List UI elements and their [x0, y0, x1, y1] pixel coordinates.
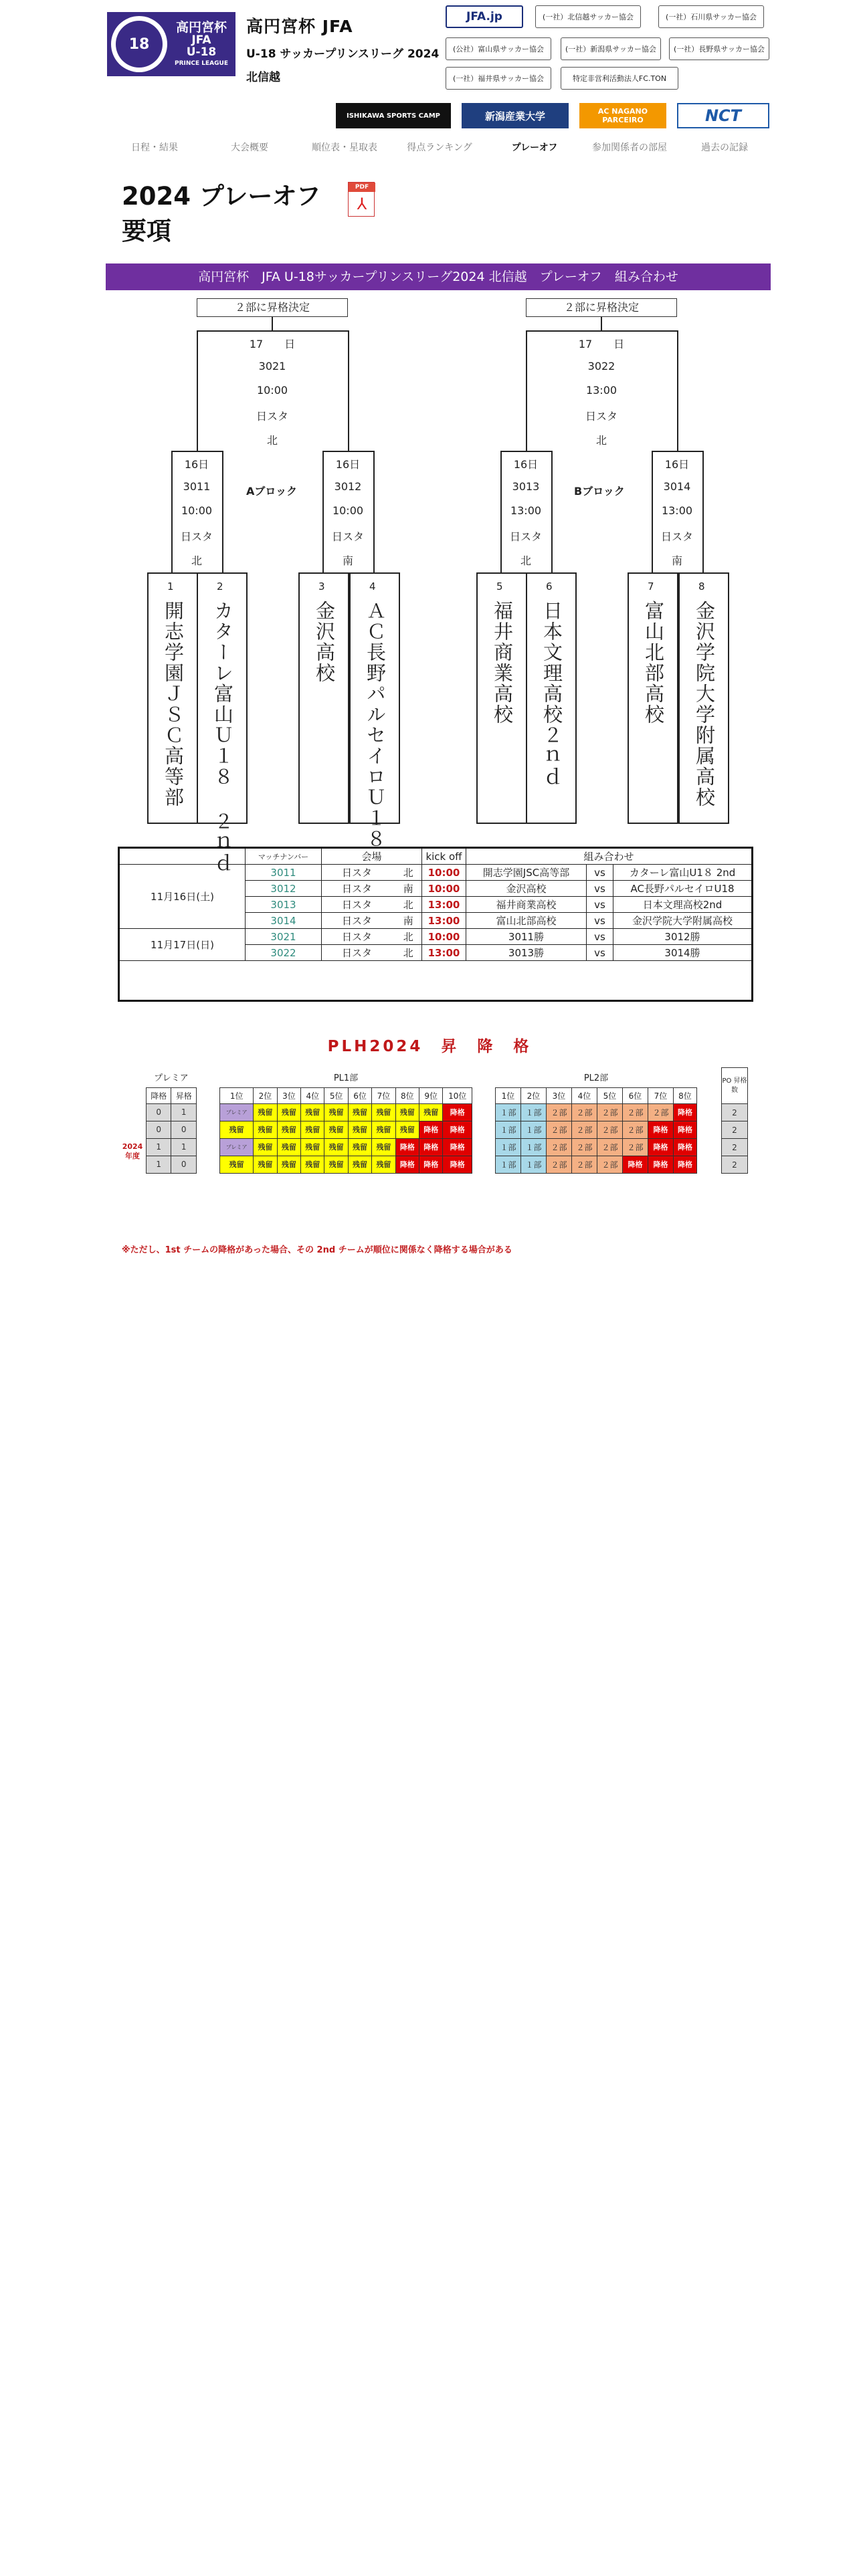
status-cell: ２部 [572, 1103, 597, 1121]
table-row [496, 1156, 697, 1173]
nav-participants[interactable]: 参加関係者の部屋 [592, 142, 667, 153]
status-cell: ２部 [572, 1138, 597, 1156]
final-0-date: 17 日 [249, 338, 296, 350]
status-cell: 残留 [348, 1138, 371, 1156]
semi-0-0-date: 16日 [184, 458, 209, 471]
status-cell: 1 [147, 1156, 171, 1173]
status-cell: ２部 [623, 1138, 648, 1156]
venue: 日スタ [322, 945, 395, 961]
status-cell: 残留 [395, 1121, 419, 1138]
site-title-line-1: 高円宮杯 JFA [246, 17, 353, 36]
home-team: 開志学園JSC高等部 [466, 865, 587, 881]
status-cell: １部 [521, 1156, 547, 1173]
status-cell: 降格 [674, 1121, 697, 1138]
team-number: 2 [217, 580, 223, 593]
rank-header: 4位 [572, 1087, 597, 1103]
status-cell: 降格 [623, 1156, 648, 1173]
table-row [220, 1138, 472, 1156]
assoc-link-fukui[interactable]: (一社）福井県サッカー協会 [446, 67, 551, 90]
team-name: 日本文理高校２ｎｄ [541, 601, 563, 787]
semi-1-0-time: 13:00 [510, 504, 542, 517]
venue: 日スタ [322, 913, 395, 929]
status-cell: ２部 [572, 1156, 597, 1173]
final-0-pitch: 北 [266, 434, 278, 447]
status-cell: 降格 [674, 1138, 697, 1156]
final-1-date: 17 日 [578, 338, 625, 350]
home-team: 3011勝 [466, 929, 587, 945]
logo-line-2: JFA [191, 33, 211, 47]
away-team: 3012勝 [613, 929, 752, 945]
semi-1-1-time: 13:00 [661, 504, 693, 517]
bracket-line [348, 330, 349, 451]
team-column [526, 572, 577, 824]
status-cell: 残留 [277, 1138, 300, 1156]
promotion-note: ※ただし、1st チームの降格があった場合、その 2nd チームが順位に関係なく降格する場合がある [122, 1245, 512, 1255]
team-number: 6 [546, 580, 553, 593]
home-team: 富山北部高校 [466, 913, 587, 929]
status-cell: 残留 [254, 1103, 277, 1121]
bracket-line [526, 330, 677, 332]
semi-1-0-venue: 日スタ [509, 530, 542, 543]
plh-title: PLH2024 昇 降 格 [327, 1038, 532, 1055]
table-row [722, 1156, 748, 1174]
status-cell: 降格 [443, 1103, 472, 1121]
status-cell: 残留 [372, 1138, 395, 1156]
year-label: 2024 年度 [122, 1142, 143, 1160]
team-name: 金沢学院大学附属高校 [693, 601, 716, 808]
status-cell: ２部 [572, 1121, 597, 1138]
match-number: 3022 [246, 945, 322, 961]
schedule-row [120, 929, 752, 945]
table-row [722, 1139, 748, 1156]
status-cell: ２部 [597, 1121, 623, 1138]
home-team: 金沢高校 [466, 881, 587, 897]
status-cell: 残留 [348, 1121, 371, 1138]
assoc-link-niigata[interactable]: (一社）新潟県サッカー協会 [561, 37, 661, 60]
status-cell: １部 [496, 1121, 521, 1138]
rank-header: 1位 [496, 1087, 521, 1103]
away-team: AC長野パルセイロU18 [613, 881, 752, 897]
bracket-line [373, 451, 375, 572]
final-0-time: 10:00 [256, 384, 288, 397]
site-title [246, 13, 439, 84]
venue: 日スタ [322, 929, 395, 945]
assoc-link-nagano[interactable]: (一社）長野県サッカー協会 [669, 37, 769, 60]
semi-0-1-venue: 日スタ [331, 530, 364, 543]
table-row [722, 1121, 748, 1139]
team-name: ＡＣ長野パルセイロＵ１８ [364, 601, 387, 849]
status-cell: 降格 [674, 1103, 697, 1121]
table-row [496, 1121, 697, 1138]
sponsor-parceiro[interactable]: AC NAGANO PARCEIRO [579, 103, 666, 128]
team-column [197, 572, 248, 873]
status-cell: 2 [722, 1104, 748, 1121]
status-cell: ２部 [597, 1138, 623, 1156]
status-cell: １部 [496, 1103, 521, 1121]
status-cell: 降格 [419, 1121, 443, 1138]
schedule-table [119, 848, 752, 961]
status-cell: 降格 [395, 1156, 419, 1173]
status-cell: 1 [147, 1138, 171, 1156]
status-cell: 残留 [277, 1156, 300, 1173]
final-1-pitch: 北 [595, 434, 607, 447]
team-name: 金沢高校 [313, 601, 336, 683]
site-title-line-2: U-18 サッカープリンスリーグ 2024 [246, 47, 440, 61]
assoc-link-jfa[interactable]: JFA.jp [446, 5, 523, 28]
team-column [678, 572, 729, 824]
rank-header: 7位 [372, 1087, 395, 1103]
col-header-venue: 会場 [322, 849, 422, 865]
semi-1-0-pitch: 北 [520, 554, 531, 567]
status-cell: １部 [521, 1103, 547, 1121]
status-cell: ２部 [597, 1103, 623, 1121]
status-cell: ２部 [623, 1103, 648, 1121]
status-cell: １部 [496, 1138, 521, 1156]
bracket-line [677, 330, 678, 451]
status-cell: 残留 [348, 1156, 371, 1173]
bracket-line [702, 451, 704, 572]
team-number: 4 [369, 580, 376, 593]
status-cell: 2 [722, 1139, 748, 1156]
status-cell: 残留 [372, 1121, 395, 1138]
final-1-venue: 日スタ [585, 410, 617, 423]
final-1-time: 13:00 [585, 384, 617, 397]
nav-scorers[interactable]: 得点ランキング [407, 142, 472, 153]
away-team: 日本文理高校2nd [613, 897, 752, 913]
status-cell: 残留 [395, 1103, 419, 1121]
table-row [147, 1156, 197, 1173]
status-cell: 残留 [372, 1103, 395, 1121]
venue: 日スタ [322, 897, 395, 913]
nav-archive[interactable]: 過去の記録 [701, 142, 748, 153]
pitch: 北 [395, 945, 422, 961]
status-cell: 残留 [372, 1156, 395, 1173]
team-number: 7 [648, 580, 654, 593]
bracket-line [500, 451, 553, 452]
rank-header: 9位 [419, 1087, 443, 1103]
table-row [722, 1104, 748, 1121]
table-caption: PL1部 [220, 1067, 472, 1087]
team-number: 8 [698, 580, 705, 593]
vs-label: vs [587, 897, 613, 913]
kickoff-time: 10:00 [422, 881, 466, 897]
bracket-line [601, 317, 602, 330]
status-cell: ２部 [547, 1156, 572, 1173]
status-cell: 降格 [395, 1138, 419, 1156]
sponsor-niigata-sangyo[interactable]: 新潟産業大学 [462, 103, 569, 128]
status-cell: 降格 [419, 1156, 443, 1173]
kickoff-time: 10:00 [422, 929, 466, 945]
semi-1-0-match: 3013 [512, 480, 540, 493]
rank-header: 3位 [547, 1087, 572, 1103]
table-row [220, 1121, 472, 1138]
pitch: 北 [395, 897, 422, 913]
status-cell: 残留 [419, 1103, 443, 1121]
bracket-line [197, 330, 348, 332]
playoff-banner: 高円宮杯 JFA U-18サッカープリンスリーグ2024 北信越 プレーオフ 組み合わせ [106, 263, 771, 290]
bracket-line [551, 451, 553, 572]
promo-label: ２部に昇格決定 [526, 298, 677, 317]
status-cell: 残留 [301, 1138, 324, 1156]
match-number: 3014 [246, 913, 322, 929]
col-header-pairing: 組み合わせ [466, 849, 752, 865]
team-column [298, 572, 349, 824]
final-0-match: 3021 [258, 360, 286, 372]
status-cell: 0 [147, 1103, 171, 1121]
status-cell: 残留 [324, 1103, 348, 1121]
rank-header: 10位 [443, 1087, 472, 1103]
kickoff-time: 10:00 [422, 865, 466, 881]
pitch: 北 [395, 865, 422, 881]
away-team: 金沢学院大学附属高校 [613, 913, 752, 929]
rank-header: 5位 [597, 1087, 623, 1103]
page-title: 2024 プレーオフ要項 [122, 182, 321, 245]
team-name: カターレ富山Ｕ１８ ２ｎｄ [211, 601, 234, 873]
site-title-line-3: 北信越 [246, 71, 280, 84]
status-cell: プレミア [220, 1138, 254, 1156]
team-number: 5 [496, 580, 503, 593]
schedule-date: 11月17日(日) [120, 929, 246, 961]
bracket-line [272, 317, 273, 330]
premier-table [146, 1067, 197, 1174]
semi-0-0-pitch: 北 [191, 554, 202, 567]
status-cell: 残留 [324, 1156, 348, 1173]
col-header-kickoff: kick off [422, 849, 466, 865]
table-row [220, 1156, 472, 1173]
kickoff-time: 13:00 [422, 897, 466, 913]
assoc-link-hokushinetsu[interactable]: (一社）北信越サッカー協会 [535, 5, 641, 28]
nav-overview[interactable]: 大会概要 [231, 142, 268, 153]
vs-label: vs [587, 865, 613, 881]
team-number: 3 [318, 580, 325, 593]
sponsor-nct[interactable]: NCT [677, 103, 769, 128]
league-logo[interactable] [107, 12, 235, 76]
status-cell: 0 [171, 1156, 197, 1173]
match-number: 3021 [246, 929, 322, 945]
nav-schedule[interactable]: 日程・結果 [131, 142, 178, 153]
status-cell: 残留 [324, 1121, 348, 1138]
home-team: 3013勝 [466, 945, 587, 961]
status-cell: ２部 [623, 1121, 648, 1138]
team-column [147, 572, 198, 824]
pitch: 南 [395, 913, 422, 929]
status-cell: 残留 [324, 1138, 348, 1156]
status-cell: 降格 [648, 1138, 674, 1156]
rank-header: 6位 [348, 1087, 371, 1103]
table-row [147, 1103, 197, 1121]
vs-label: vs [587, 945, 613, 961]
away-team: カターレ富山U1８ 2nd [613, 865, 752, 881]
team-name: 富山北部高校 [642, 601, 665, 725]
status-cell: ２部 [597, 1156, 623, 1173]
status-cell: １部 [521, 1121, 547, 1138]
team-column [476, 572, 527, 824]
status-cell: 降格 [648, 1156, 674, 1173]
pl2-table [495, 1067, 697, 1174]
bracket-line [171, 451, 223, 452]
team-name: 福井商業高校 [491, 601, 514, 725]
status-cell: ２部 [547, 1121, 572, 1138]
rank-header: 7位 [648, 1087, 674, 1103]
venue: 日スタ [322, 865, 395, 881]
schedule-row [120, 865, 752, 881]
match-number: 3012 [246, 881, 322, 897]
semi-1-1-pitch: 南 [671, 554, 682, 567]
rank-header: 1位 [220, 1087, 254, 1103]
vs-label: vs [587, 881, 613, 897]
final-1-match: 3022 [587, 360, 615, 372]
semi-0-0-match: 3011 [183, 480, 211, 493]
status-cell: １部 [496, 1156, 521, 1173]
rank-header: 3位 [277, 1087, 300, 1103]
match-number: 3011 [246, 865, 322, 881]
table-caption: プレミア [147, 1067, 197, 1087]
match-number: 3013 [246, 897, 322, 913]
status-cell: ２部 [547, 1103, 572, 1121]
team-column [628, 572, 678, 824]
semi-0-1-match: 3012 [334, 480, 362, 493]
logo-line-4: PRINCE LEAGUE [175, 60, 228, 67]
venue: 日スタ [322, 881, 395, 897]
logo-line-3: U-18 [186, 45, 217, 59]
status-cell: 2 [722, 1121, 748, 1139]
pl1-table [219, 1067, 472, 1174]
po-table [721, 1067, 748, 1174]
status-cell: 残留 [254, 1138, 277, 1156]
promo-label: ２部に昇格決定 [197, 298, 348, 317]
status-cell: 残留 [220, 1121, 254, 1138]
table-row [220, 1103, 472, 1121]
nav-standings[interactable]: 順位表・星取表 [312, 142, 377, 153]
rank-header: 6位 [623, 1087, 648, 1103]
table-row [147, 1121, 197, 1138]
assoc-link-toyama[interactable]: (公社）富山県サッカー協会 [446, 37, 551, 60]
status-cell: １部 [521, 1138, 547, 1156]
bracket-line [222, 451, 223, 572]
col-header-match: マッチナンバー [246, 849, 322, 865]
status-cell: 残留 [348, 1103, 371, 1121]
bracket-line [322, 451, 375, 452]
pitch: 北 [395, 929, 422, 945]
semi-1-1-match: 3014 [663, 480, 691, 493]
status-cell: 降格 [443, 1138, 472, 1156]
nav-playoff[interactable]: プレーオフ [511, 142, 558, 153]
logo-line-1: 高円宮杯 [175, 19, 227, 35]
table-caption: PL2部 [496, 1067, 697, 1087]
status-cell: 残留 [277, 1103, 300, 1121]
status-cell: ２部 [648, 1103, 674, 1121]
block-label: Bブロック [574, 485, 625, 498]
semi-0-1-time: 10:00 [332, 504, 364, 517]
rank-header: 5位 [324, 1087, 348, 1103]
home-team: 福井商業高校 [466, 897, 587, 913]
table-row [147, 1138, 197, 1156]
status-cell: 残留 [277, 1121, 300, 1138]
table-caption: PO 昇格数 [722, 1068, 748, 1104]
semi-0-1-pitch: 南 [342, 554, 353, 567]
team-name: 開志学園ＪＳＣ高等部 [162, 601, 185, 808]
kickoff-time: 13:00 [422, 945, 466, 961]
status-cell: 1 [171, 1103, 197, 1121]
team-column [349, 572, 400, 849]
away-team: 3014勝 [613, 945, 752, 961]
league-emblem-icon: 18 [111, 16, 167, 72]
status-cell: 残留 [301, 1121, 324, 1138]
semi-0-0-time: 10:00 [181, 504, 213, 517]
status-cell: 0 [171, 1121, 197, 1138]
semi-1-1-venue: 日スタ [660, 530, 693, 543]
assoc-link-ishikawa[interactable]: (一社）石川県サッカー協会 [658, 5, 764, 28]
table-row [496, 1103, 697, 1121]
semi-1-0-date: 16日 [513, 458, 539, 471]
pdf-download-icon[interactable]: PDF ⅄ [348, 182, 375, 217]
sponsor-ishikawa-sports-camp[interactable]: ISHIKAWA SPORTS CAMP [336, 103, 451, 128]
status-cell: 降格 [648, 1121, 674, 1138]
rank-header: 昇格 [171, 1087, 197, 1103]
semi-1-1-date: 16日 [664, 458, 690, 471]
team-number: 1 [167, 580, 174, 593]
status-cell: 残留 [254, 1121, 277, 1138]
schedule-date: 11月16日(土) [120, 865, 246, 929]
semi-0-1-date: 16日 [335, 458, 361, 471]
status-cell: 残留 [301, 1156, 324, 1173]
rank-header: 8位 [395, 1087, 419, 1103]
pitch: 南 [395, 881, 422, 897]
rank-header: 4位 [301, 1087, 324, 1103]
status-cell: ２部 [547, 1138, 572, 1156]
status-cell: プレミア [220, 1103, 254, 1121]
block-label: Aブロック [246, 485, 298, 498]
status-cell: 降格 [443, 1121, 472, 1138]
semi-0-0-venue: 日スタ [180, 530, 213, 543]
status-cell: 1 [171, 1138, 197, 1156]
bracket-line [652, 451, 704, 452]
final-0-venue: 日スタ [256, 410, 288, 423]
status-cell: 降格 [419, 1138, 443, 1156]
status-cell: 2 [722, 1156, 748, 1174]
status-cell: 残留 [254, 1156, 277, 1173]
assoc-link-fcton[interactable]: 特定非営利活動法人FC.TON [561, 67, 678, 90]
kickoff-time: 13:00 [422, 913, 466, 929]
status-cell: 0 [147, 1121, 171, 1138]
status-cell: 残留 [301, 1103, 324, 1121]
rank-header: 降格 [147, 1087, 171, 1103]
main-nav [107, 138, 772, 158]
rank-header: 2位 [254, 1087, 277, 1103]
status-cell: 降格 [443, 1156, 472, 1173]
status-cell: 降格 [674, 1156, 697, 1173]
table-row [496, 1138, 697, 1156]
rank-header: 2位 [521, 1087, 547, 1103]
rank-header: 8位 [674, 1087, 697, 1103]
vs-label: vs [587, 929, 613, 945]
vs-label: vs [587, 913, 613, 929]
status-cell: 残留 [220, 1156, 254, 1173]
